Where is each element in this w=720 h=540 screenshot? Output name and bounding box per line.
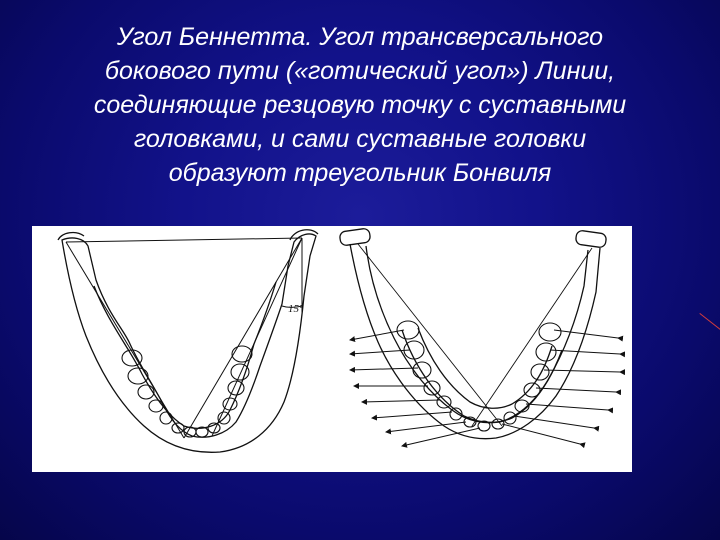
left-arrows: [350, 330, 480, 446]
left-mandible-diagram: [58, 230, 318, 453]
mandible-figure: [32, 226, 632, 472]
title-line-3: соединяющие резцовую точку с суставными: [93, 91, 627, 119]
title-line-4: головками, и сами суставные головки: [133, 125, 587, 153]
slide-title: [40, 20, 680, 190]
right-mandible-diagram: [339, 228, 620, 446]
figure-panel: [32, 226, 632, 472]
decorative-accent-line: [699, 313, 720, 332]
title-line-5: образуют треугольник Бонвиля: [168, 159, 552, 187]
title-line-2: бокового пути («готический угол») Линии,: [104, 57, 616, 85]
title-line-1: Угол Беннетта. Угол трансверсального: [116, 23, 604, 51]
angle-label: 15°: [288, 303, 304, 315]
